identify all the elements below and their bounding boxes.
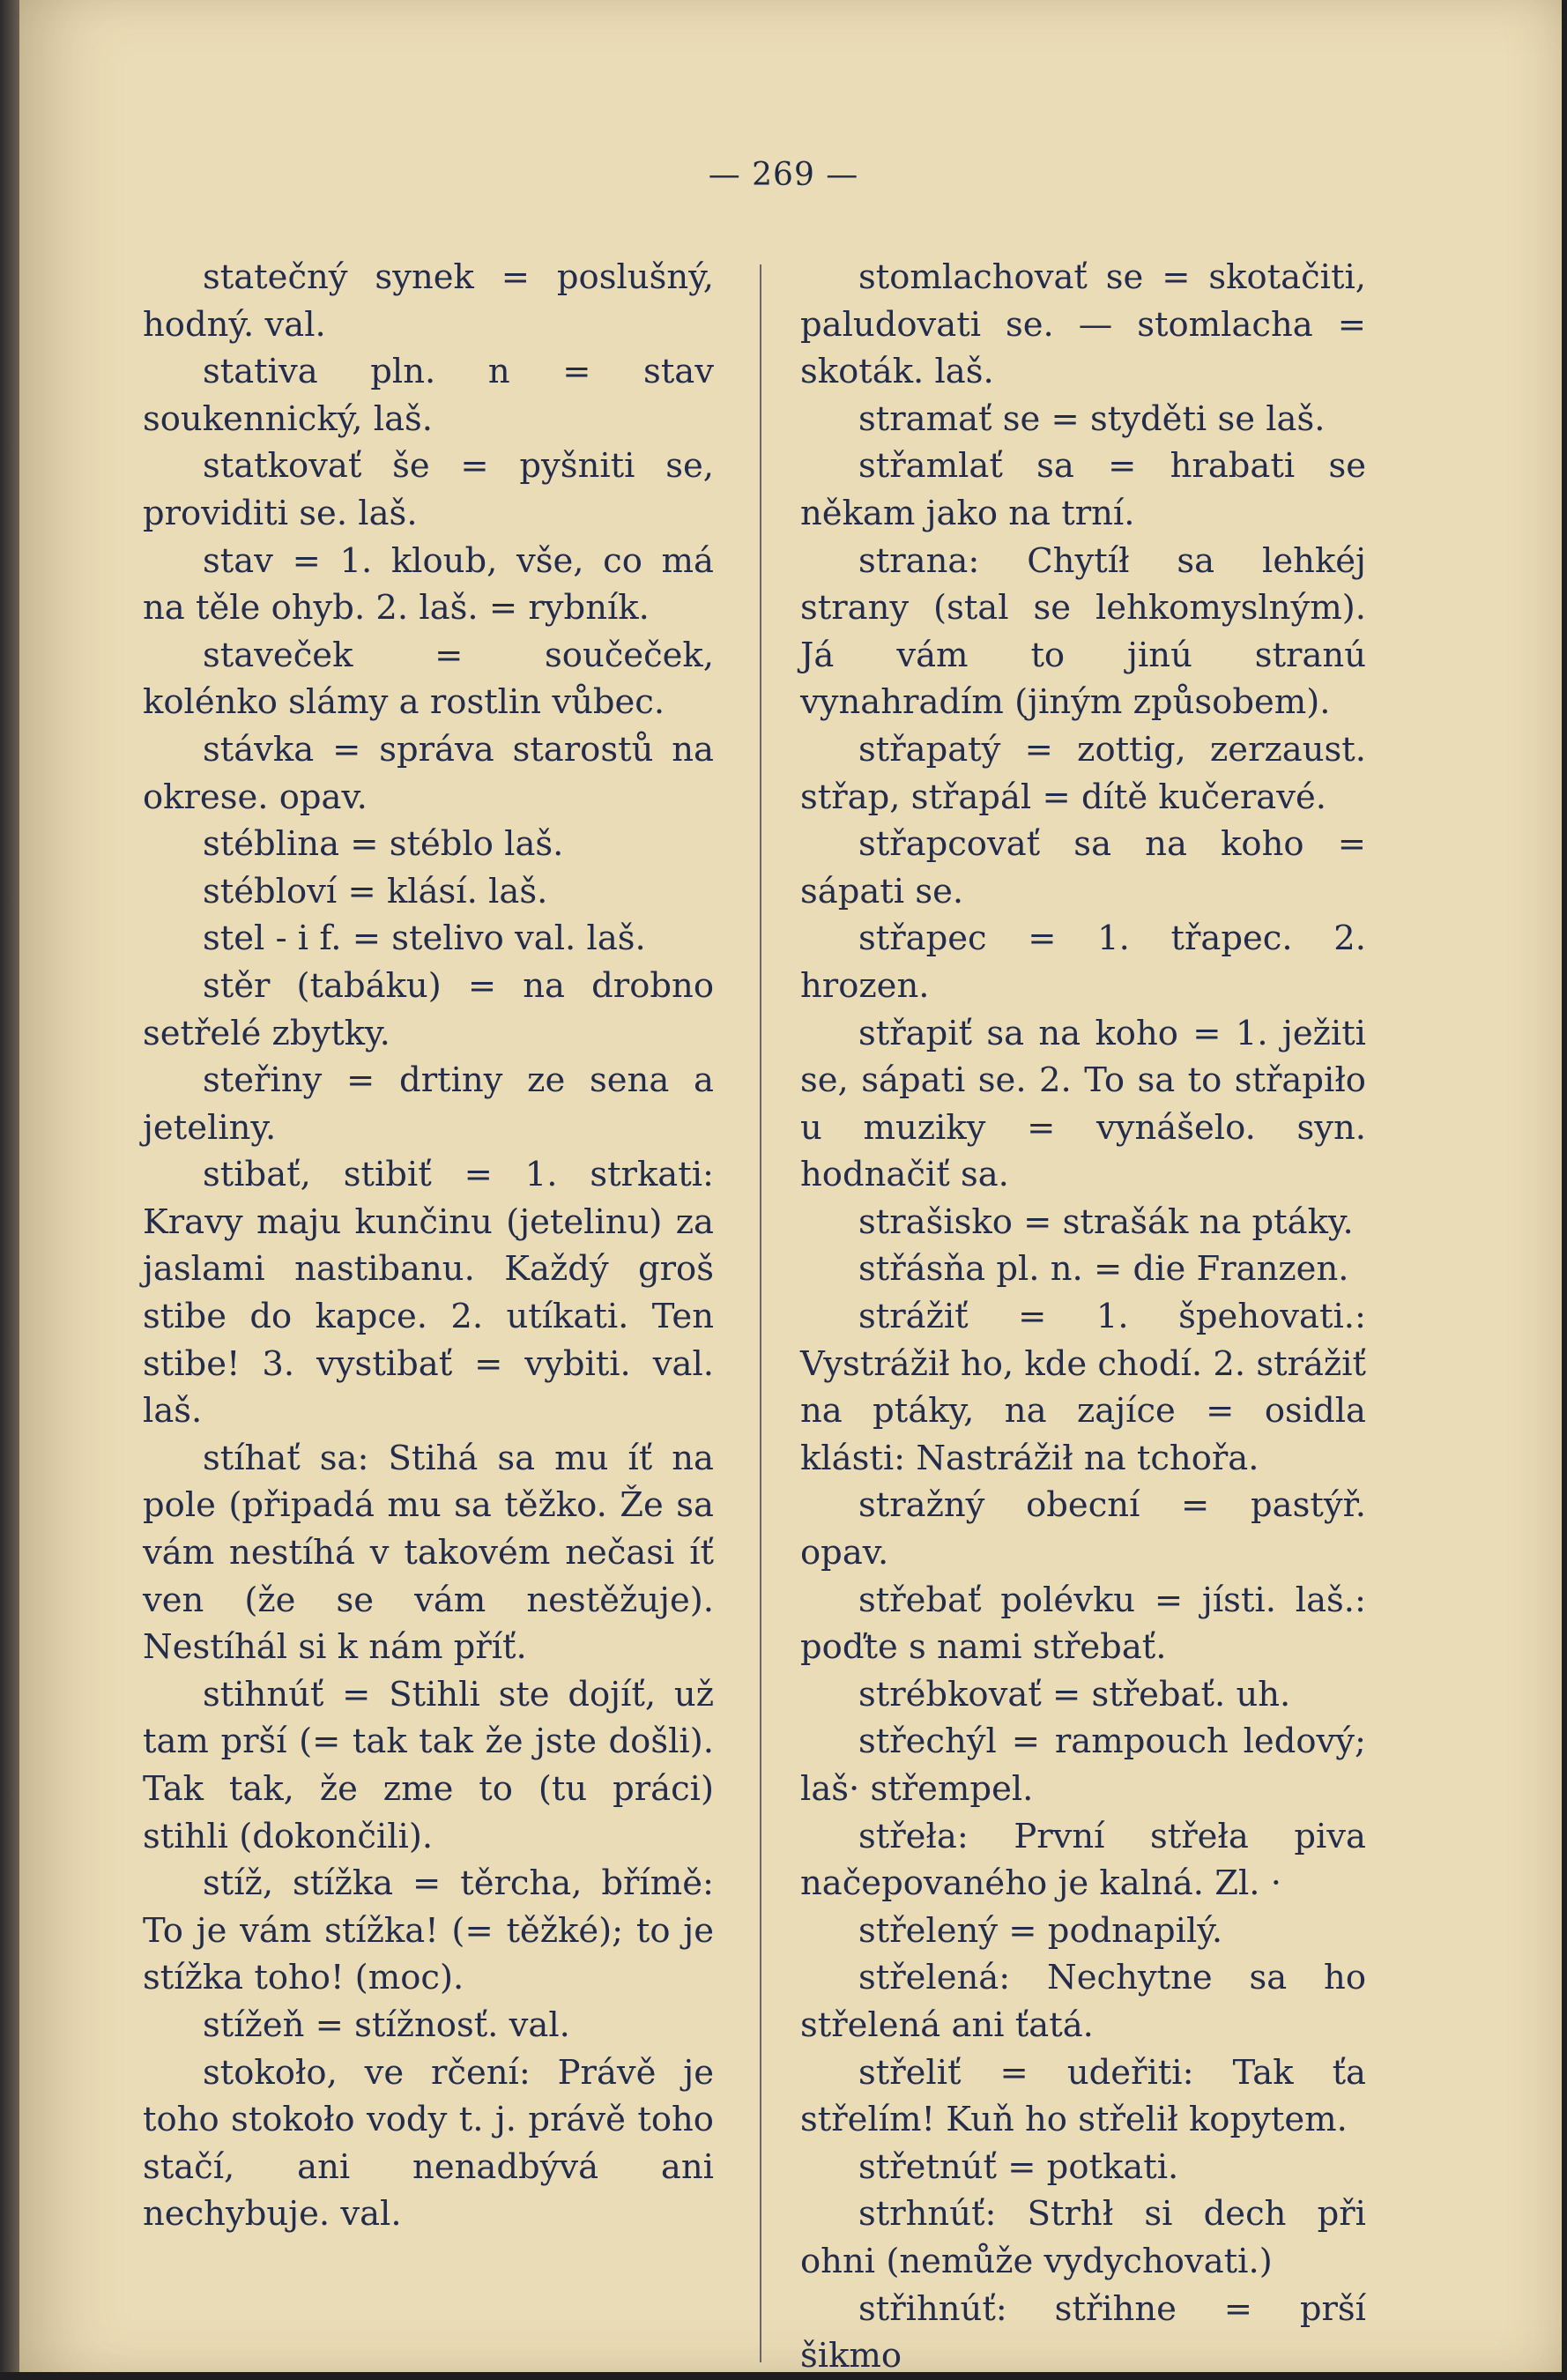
dictionary-entry: strhnúť: Strhł si dech při ohni (nemůže vydychovati.) [800, 2194, 1366, 2281]
dictionary-entry: střelená: Nechytne sa ho střelená ani ťatá. [800, 1958, 1366, 2045]
dictionary-entry: stihnúť = Stihli ste dojíť, už tam prší (= tak tak že jste došli). Tak tak, že zme to (tu práci) stihli (dokončili). [143, 1674, 714, 1856]
dictionary-entry: stébloví = klásí. laš. [203, 871, 548, 911]
dictionary-entry: střapcovať sa na koho = sápati se. [800, 824, 1366, 911]
dictionary-entry: stav = 1. kloub, vše, co má na těle ohyb. 2. laš. = rybník. [143, 540, 714, 628]
dictionary-entry: stomlachovať se = skotačiti, paludovati se. — stomlacha = skoták. laš. [800, 257, 1366, 392]
dictionary-entry: střechýl = rampouch ledový; laš· střempel. [800, 1722, 1366, 1809]
dictionary-entry: stokoło, ve rčení: Právě je toho stokoło vody t. j. právě toho stačí, ani nenadbývá ani nechybuje. val. [143, 2052, 714, 2235]
dictionary-entry: stížeň = stížnosť. val. [203, 2004, 570, 2045]
dictionary-entry: stíhať sa: Stihá sa mu íť na pole (připadá mu sa těžko. Že sa vám nestíhá v takovém nečasi íť ven (že se vám nestěžuje). Nestíhál si k nám příť. [143, 1438, 714, 1668]
dictionary-entry: stibať, stibiť = 1. strkati: Kravy maju kunčinu (jetelinu) za jaslami nastibanu. Každý groš stibe do kapce. 2. utíkati. Ten stibe! 3. vystibať = vybiti. val. laš. [143, 1155, 714, 1432]
dictionary-entry: statkovať še = pyšniti se, providiti se. laš. [143, 446, 714, 533]
dictionary-entry: stíž, stížka = těrcha, břímě: To je vám stížka! (= těžké); to je stížka toho! (moc). [143, 1863, 714, 1998]
dictionary-entry: stramať se = styděti se laš. [858, 398, 1326, 439]
column-divider [760, 264, 761, 2362]
dictionary-entry: statečný synek = poslušný, hodný. val. [143, 257, 714, 345]
dictionary-entry: střapiť sa na koho = 1. ježiti se, sápati se. 2. To sa to střapiło u muziky = vynášelo. syn. hodnačiť sa. [800, 1013, 1366, 1195]
dictionary-entry: střihnúť: střihne = prší šikmo [800, 2288, 1366, 2376]
dictionary-entry: strébkovať = střebať. uh. [858, 1674, 1291, 1714]
dictionary-entry: střeła: První střeła piva načepovaného je kalná. Zl. · [800, 1816, 1366, 1904]
dictionary-entry: strana: Chytíł sa lehkéj strany (stal se lehkomyslným). Já vám to jinú stranú vynahradím (jiným způsobem). [800, 540, 1366, 723]
dictionary-entry: stéblina = stéblo laš. [203, 824, 564, 865]
dictionary-entry: stěr (tabáku) = na drobno setřelé zbytky. [143, 965, 714, 1053]
left-column [143, 254, 714, 2238]
dictionary-entry: střetnúť = potkati. [858, 2146, 1179, 2187]
dictionary-entry: střelený = podnapilý. [858, 1910, 1223, 1951]
dictionary-entry: strašisko = strašák na ptáky. [858, 1201, 1354, 1242]
right-column [800, 254, 1366, 2380]
book-spine-shadow [0, 0, 19, 2372]
dictionary-entry: stel - i f. = stelivo val. laš. [203, 919, 646, 959]
dictionary-entry: stativa pln. n = stav soukennický, laš. [143, 352, 714, 439]
page-number: — 269 — [708, 157, 859, 193]
dictionary-entry: strážiť = 1. špehovati.: Vystrážił ho, kde chodí. 2. strážiť na ptáky, na zajíce = osidla klásti: Nastrážił na tchořa. [800, 1297, 1366, 1478]
dictionary-entry: stražný obecní = pastýř. opav. [800, 1485, 1366, 1573]
dictionary-entry: střásňa pl. n. = die Franzen. [858, 1249, 1349, 1290]
dictionary-entry: střamlať sa = hrabati se někam jako na trní. [800, 446, 1366, 533]
dictionary-entry: střeliť = udeřiti: Tak ťa střelím! Kuň ho střelił kopytem. [800, 2052, 1366, 2140]
dictionary-entry: střapec = 1. třapec. 2. hrozen. [800, 919, 1366, 1006]
dictionary-entry: střapatý = zottig, zerzaust. střap, střapál = dítě kučeravé. [800, 729, 1366, 817]
dictionary-entry: stávka = správa starostů na okrese. opav. [143, 729, 714, 817]
dictionary-entry: střebať polévku = jísti. laš.: poďte s nami střebať. [800, 1580, 1366, 1668]
dictionary-entry: steřiny = drtiny ze sena a jeteliny. [143, 1060, 714, 1148]
dictionary-entry: staveček = součeček, kolénko slámy a rostlin vůbec. [143, 635, 714, 723]
